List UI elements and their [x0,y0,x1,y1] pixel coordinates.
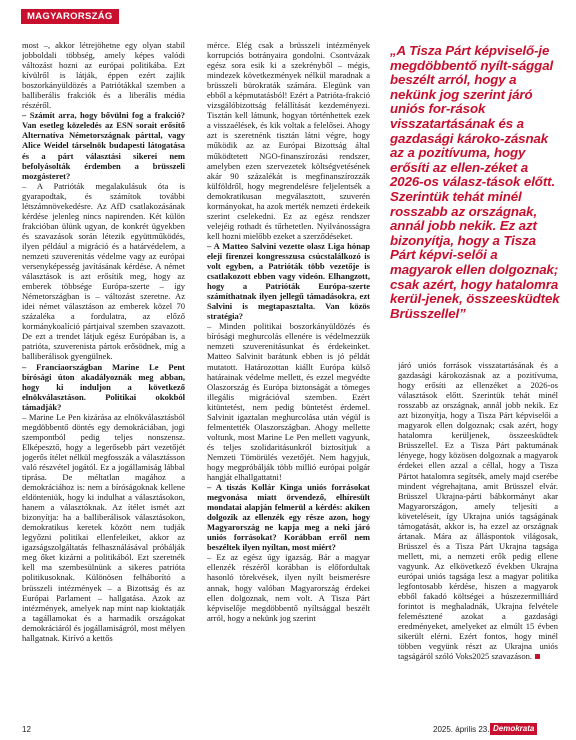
paragraph-text: járó uniós források visszatartásának és a gazdasági károkozásnak az a pozitívuma, hogy erősíti az ellenzéket a 2026-os választások előtt. Szerintük tehát minél rosszabb az országnak, annál jobb nekik. Ez azt bizonyítja, hogy a Tisza Párt képviselői a magyarok ellen dolgoznak; csak azért, hogy hatalomra kerüljenek, összeesküdtek Brüsszellel. Ez a Tisza Párt paktumának lényege, hogy közösen dolgoznak a magyarok érdekei ellen azzal a céllal, hogy a Tisza Pártot hatalomra segítsék, amely majd cserébe mindent végrehajtana, amit Brüsszel elvár. Brüsszel Ukrajna-párti bábkormányt akar Magyarországon, amely teljesíti a követeléseit, így Ukrajna uniós tagságának támogatását, akkor is, ha ezzel az országnak ártanak. Mára az álláspontok világosak, Brüsszel és a Tisza Párt Ukrajna tagsága mellett, mi, a nemzeti erők pedig ellene vagyunk. Az elkövetkező években Ukrajna európai uniós tagsága lesz a magyar politika legfontosabb kérdése, hiszen a magyarok ebből fakadó költségei a húszezermilliárd forintot is meghaladnák, Ukrajna felvétele felemésztené azokat a gazdasági eredményeket, amelyeket az elmúlt 15 évben sikerült elérni. Ezért fontos, hogy minél többen vegyünk részt az Ukrajna uniós tagságáról szóló Voks2025 szavazáson. [398,360,558,662]
paragraph [398,360,558,661]
end-mark-icon [535,654,540,659]
publication-date: 2025. április 23. [433,725,490,734]
paragraph: – Ez az egész úgy igazság. Bár a magyar ellenzék részéről korábban is előfordultak hasonló törekvések, ilyen nyílt beismerésre annak, hogy valóban Magyarország érdekei ellen dolgoznak, nem volt. A Tisza Párt képviselője megdöbbentő nyíltsággal beszélt arról, hogy a nekünk jog szerint [207,552,370,623]
interview-question: – A tiszás Kollár Kinga uniós forrásokat megvonása miatt örvendező, elhíresült mondatai alapján felmerül a kérdés: akiken dolgozik az ellenzék egy része azon, hogy Magyarország ne kapja meg a neki járó uniós forrásokat? Korábban erről nem beszéltek ilyen nyíltan, most miért? [207,482,370,553]
interview-question: – Franciaországban Marine Le Pent bírósági úton akadályoznák meg abban, hogy ki induljon a következő elnökválasztáson. Politikai okokból támadják? [22,361,185,412]
paragraph: – A Patrióták megalakulásuk óta is gyarapodtak, és számítok további létszámnövekedésre. Az AfD csatlakozásának kérdése jelenleg nincs napirenden. Két külön frakcióban ülünk ugyan, de konkrét ügyekben és szavazások során létezik együttműködés, ilyen például a migráció és a határvédelem, a nemzeti szuverenitás védelme vagy az európai versenyképesség javításának kérdése. A német választások is azt erősítik meg, hogy az emberek többsége Európa-szerte – így Németországban is – változást szeretne. Az idei német választáson az emberek közel 70 százaléka a fordulatra, az előző kormánykoalíció pártjaival szemben szavazott. De ezt a trendet látjuk egész Európában is, a patrióta, szuverenista pártok erősödnek, míg a balliberálisok gyengülnek. [22,180,185,362]
paragraph: – Marine Le Pen kizárása az elnökválasztásból megdöbbentő döntés egy demokráciában, jogi szempontból pedig teljes nonszensz. Elképesztő, hogy a legerősebb párt vezetőjét jogerős ítélet nélkül megfosszák a választásson való részvétel jogától. Ez a jogállamiság lábbal tiprása. De méltatlan magához a demokráciához is: nem a bíróságoknak kellene eldönteniük, hogy ki indulhat a választásokon, hanem a választóknak. Az ítélet ismét azt bizonyítja: ha a balliberálisok választásokon, demokratikus keretek között nem tudják legyőzni politikai ellenfeleiket, akkor az igazságszolgáltatás felhasználásával próbálják meg őket kizárni a politikából. Ezt szeretnék kell ma szembesülnünk a sikeres patrióta politikusoknak. Különösen felháborító a brüsszeli intézmények – a Bizottság és az Európai Parlament – hallgatása. Azok az intézmények, amelyek nap mint nap kioktatják a tagállamokat és a harmadik országokat demokráciáról és jogállamiságról, most mélyen hallgatnak. Kirívó a kettős [22,411,185,643]
section-label: MAGYARORSZÁG [21,9,119,24]
article-column-1 [22,40,185,730]
interview-question: – Számít arra, hogy bővülni fog a frakció? Van esetleg közeledés az ESN sorait erősítő Alternatíva Németországnak párttal, vagy Alice Weidel társelnök budapesti látogatása és a párt választási sikerei nem befolyásolták érdemben a brüsszeli mozgásteret? [22,110,185,181]
article-column-3 [398,360,558,690]
publication-logo: Demokrata [490,723,537,735]
paragraph: most –, akkor létrejöhetne egy olyan stabil jobboldali többség, amely képes valódi változást hozni az európai politikába. Ezt kívülről is látják, éppen ezért zajlik boszorkányüldözés a Patriótákkal szemben a balliberális frakciók és a liberális média részéről. [22,40,185,111]
paragraph: – Minden politikai boszorkányüldözés és bírósági meghurcolás ellenére is védelmezzük nemzeti szuverenitásunkat és érdekeinket. Matteo Salvinit barátunk ebben is jó példát mutatott. Határozottan kiállt Európa külső határainak védelme mellett, és ezzel megvédte Olaszország és Európa biztonságát a tömeges illegális migrációval szemben. Ezért kitüntetést, nem pedig büntetést érdemel. Salvinit igaztalan meghurcolása után végül is felmentették Olaszországban. Ahogy mellette voltunk, most Marine Le Pen mellett vagyunk, és teljes szolidaritásunkról biztosítjuk a Nemzeti Tömörülés vezetőjét. Nem hagyjuk, hogy megpróbálják több millió európai polgár hangját elhallgattatni! [207,321,370,483]
article-column-2 [207,40,370,730]
page-number: 12 [22,725,31,734]
paragraph: mérce. Elég csak a brüsszeli intézmények korrupciós botrányaira gondolni. Csontvázak egész sora esik ki a szekrényből – mégis, mindezek következmények nélkül maradnak a brüsszeli bürokraták számára. Elegünk van ebből a képmutatásból! Ezért a Patrióta-frakció vizsgálóbizottság felállítását kezdeményezi. Tisztán kell látnunk, hogyan történhettek ezek a visszaélések, és kik voltak a felelősei. Ahogy azt is szeretnénk tisztán látni végre, hogy működik az az Európai Bizottság által működtetett NGO-finanszírozási rendszer, amelyben ezen szervezetek költségvetésének akár 90 százalékát is megfinanszírozzák külföldről, hogy megrendelésre feljelentsék a demokratikusan megválasztott, szuverén kormányokat, ha azok merték nemzeti érdekeik szerint cselekedni. Ez az egész rendszer velejéig rothadt és tűrhetetlen. Nyilvánosságra kell hozni mielőbb ezeket a szerződéseket. [207,40,370,241]
interview-question: – A Matteo Salvini vezette olasz Liga hónap eleji firenzei kongresszusa csúcstalálkozó is volt egyben, a Patrióták több vezetője is csatlakozott ebben vagy videón. Elhangzott, hogy a Patrióták Európa-szerte számíthatnak ilyen jellegű támadásokra, ezt Salvini is megtapasztalta. Van közös stratégia? [207,240,370,322]
pull-quote: „A Tisza Párt képviselő-je megdöbbentő nyílt-sággal beszélt arról, hogy a nekünk jog szerint járó uniós for-rások visszatartásának és a gazdasági károko-zásnak az a pozitívuma, hogy erősíti az ellen-zéket a 2026-os válasz-tások előtt. Szerintük tehát minél rosszabb az országnak, annál jobb nekik. Ez azt bizonyítja, hogy a Tisza Párt képvi-selői a magyarok ellen dolgoznak; csak azért, hogy hatalomra kerül-jenek, összeesküdtek Brüsszellel” [390,43,560,321]
